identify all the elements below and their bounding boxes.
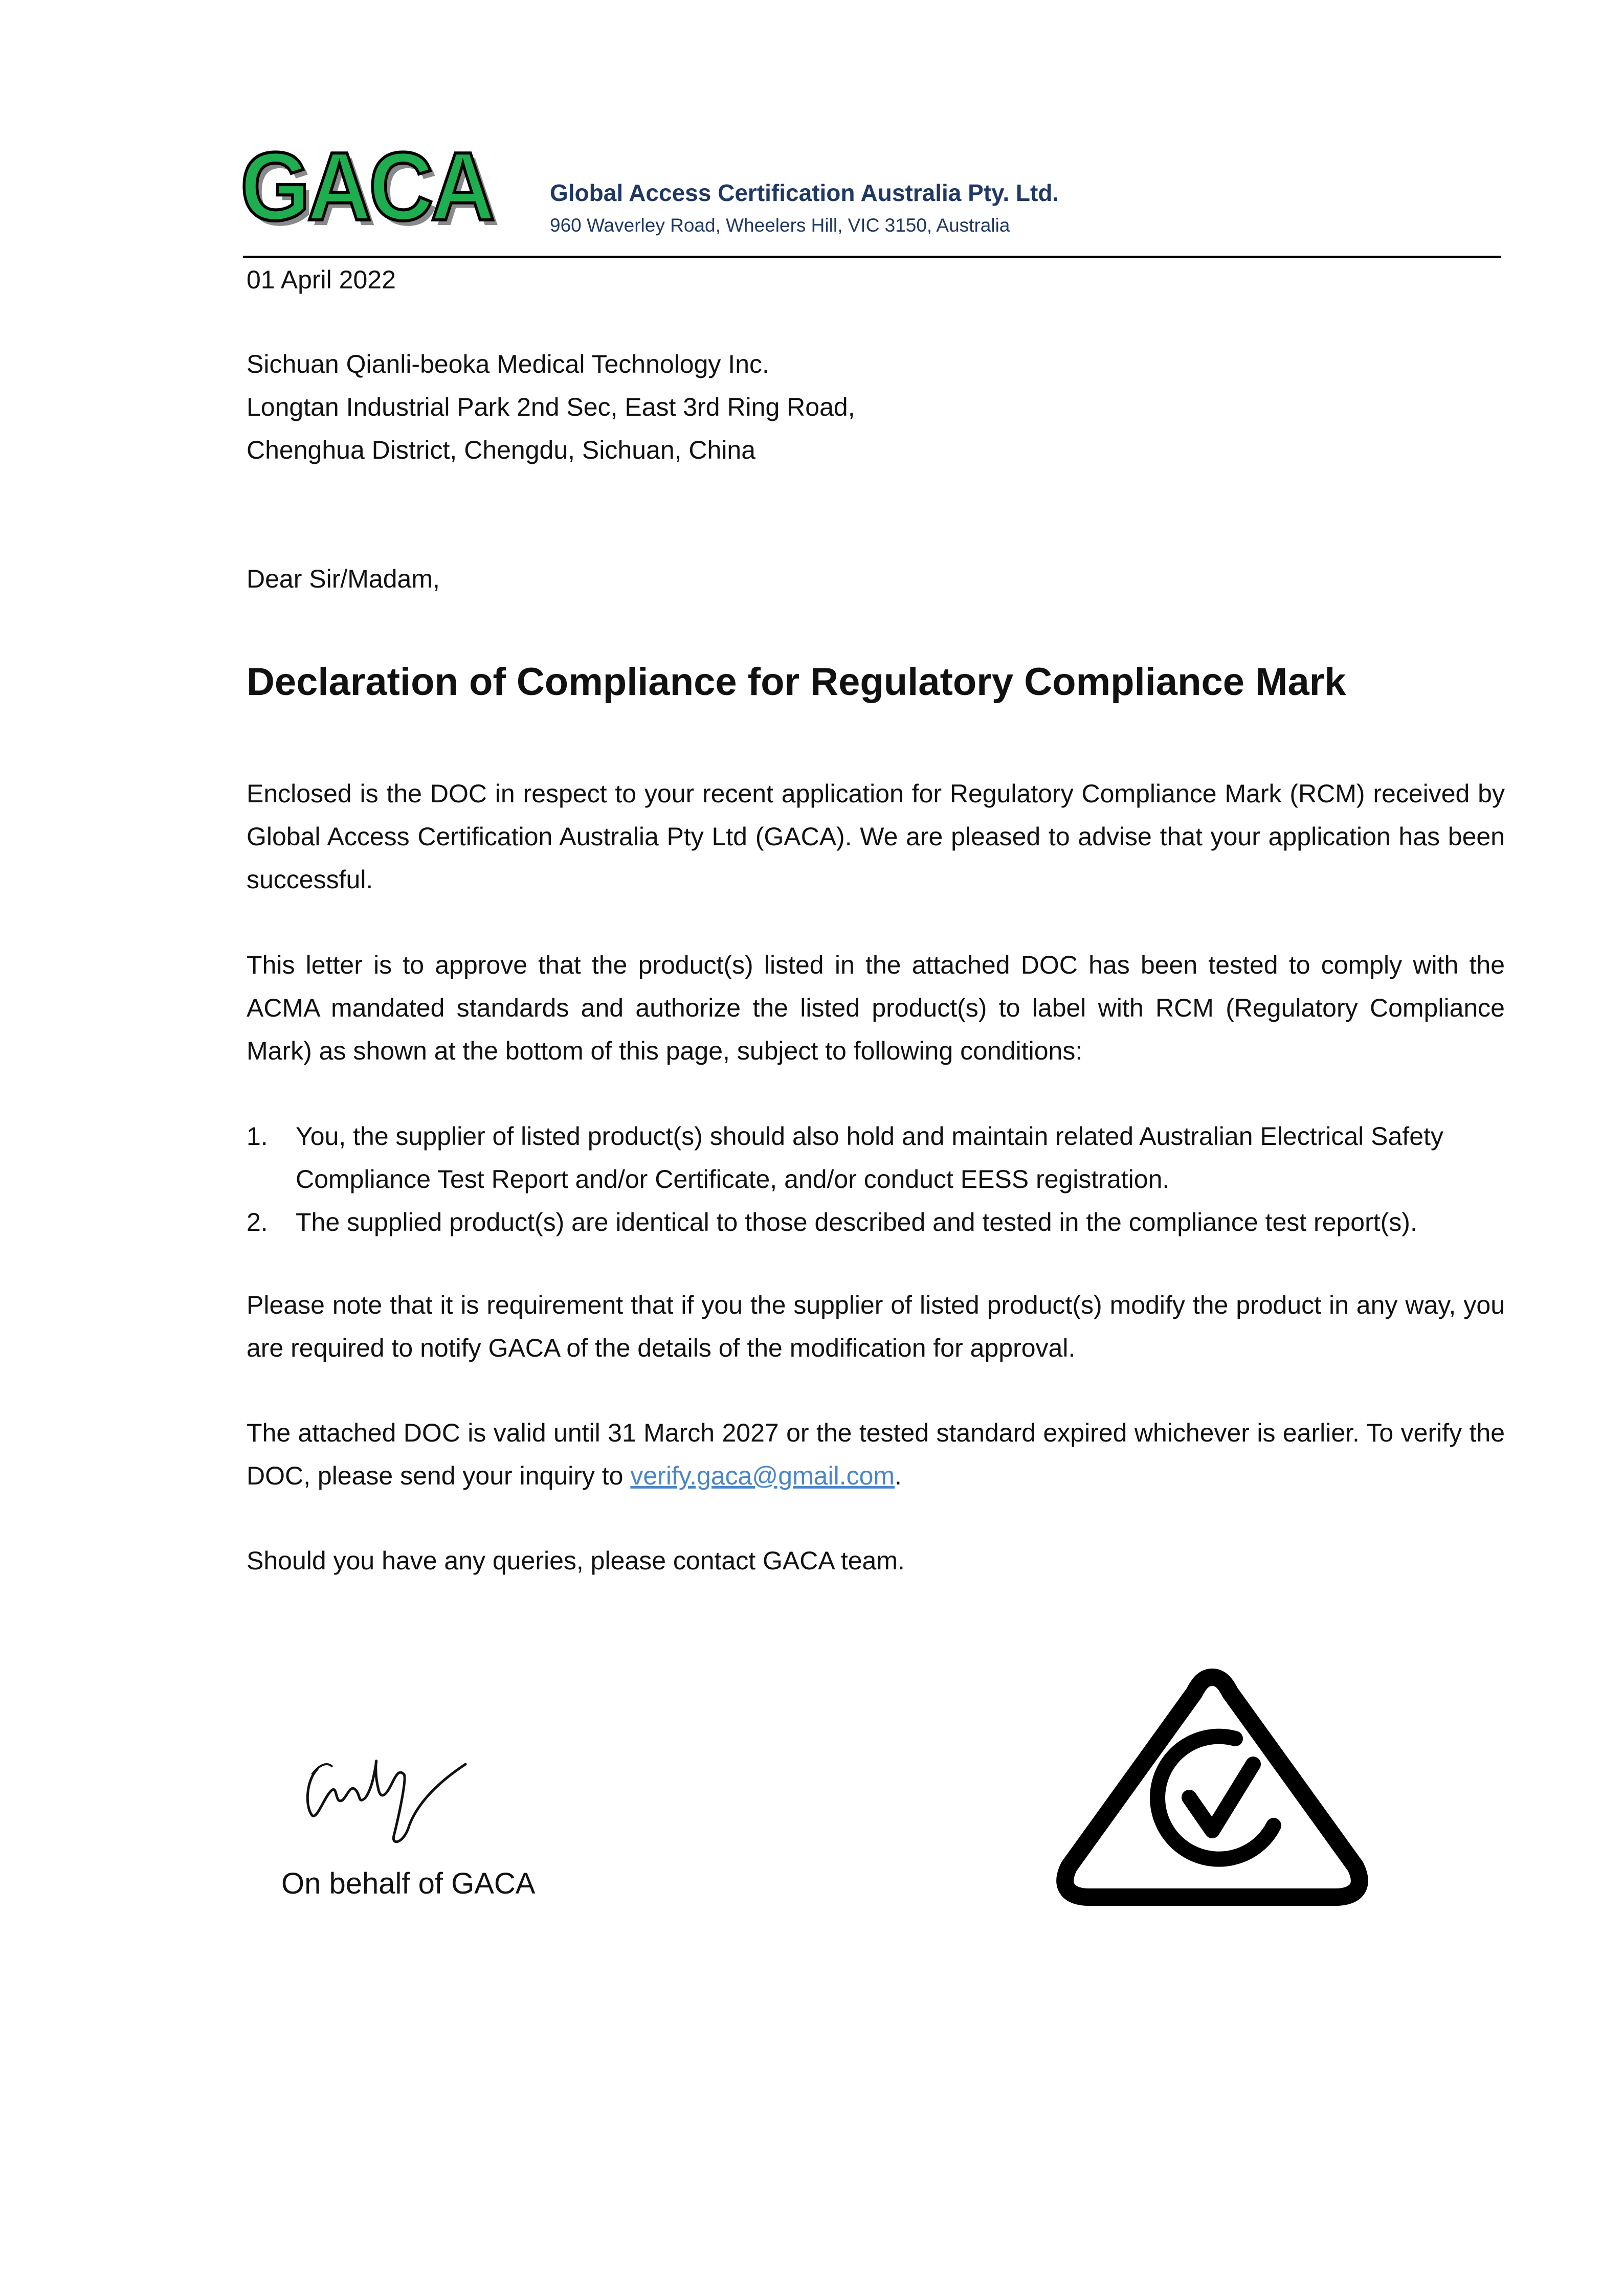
recipient-address (247, 343, 855, 471)
signature-icon (297, 1734, 491, 1851)
company-address: 960 Waverley Road, Wheelers Hill, VIC 3150, Australia (550, 215, 1010, 236)
paragraph-validity (247, 1411, 1505, 1497)
validity-end: . (895, 1461, 902, 1490)
verify-email-link[interactable]: verify.gaca@gmail.com (630, 1461, 895, 1490)
letter-date: 01 April 2022 (247, 265, 396, 294)
validity-text: The attached DOC is valid until 31 March 2027 or the tested standard expired whichever is earlier. To verify the DOC, please send your inquiry to (247, 1419, 1505, 1490)
letter-title: Declaration of Compliance for Regulatory Compliance Mark (247, 660, 1346, 704)
salutation: Dear Sir/Madam, (247, 565, 440, 593)
condition-number: 2. (247, 1208, 268, 1236)
condition-number: 1. (247, 1122, 268, 1151)
condition-text: You, the supplier of listed product(s) should also hold and maintain related Australian Electrical Safety Compliance Test Report and/or Certificate, and/or conduct EESS registration. (296, 1122, 1443, 1194)
recipient-line: Longtan Industrial Park 2nd Sec, East 3rd Ring Road, (247, 393, 855, 421)
recipient-line: Sichuan Qianli-beoka Medical Technology Inc. (247, 350, 769, 378)
conditions-list (247, 1115, 1505, 1244)
condition-item (247, 1201, 1505, 1244)
recipient-line: Chenghua District, Chengdu, Sichuan, China (247, 436, 756, 464)
company-name: Global Access Certification Australia Pty. Ltd. (550, 179, 1059, 206)
paragraph-enclosed: Enclosed is the DOC in respect to your recent application for Regulatory Compliance Mark (RCM) received by Global Access Certification Australia Pty Ltd (GACA). We are pleased to advise that your application has been successful. (247, 779, 1505, 894)
paragraph-modification: Please note that it is requirement that if you the supplier of listed product(s) modify the product in any way, you are required to notify GACA of the details of the modification for approval. (247, 1291, 1505, 1362)
gaca-logo: GACA (240, 132, 493, 241)
condition-item (247, 1115, 1505, 1201)
signoff: On behalf of GACA (281, 1867, 536, 1900)
paragraph-approval: This letter is to approve that the product(s) listed in the attached DOC has been tested to comply with the ACMA mandated standards and authorize the listed product(s) to label with RCM (Regulatory Compliance Mark) as shown at the bottom of this page, subject to following conditions: (247, 951, 1505, 1065)
header-divider (243, 256, 1501, 258)
rcm-mark-icon (1049, 1662, 1376, 1907)
condition-text: The supplied product(s) are identical to those described and tested in the compliance test report(s). (296, 1208, 1417, 1236)
paragraph-contact: Should you have any queries, please contact GACA team. (247, 1546, 905, 1575)
